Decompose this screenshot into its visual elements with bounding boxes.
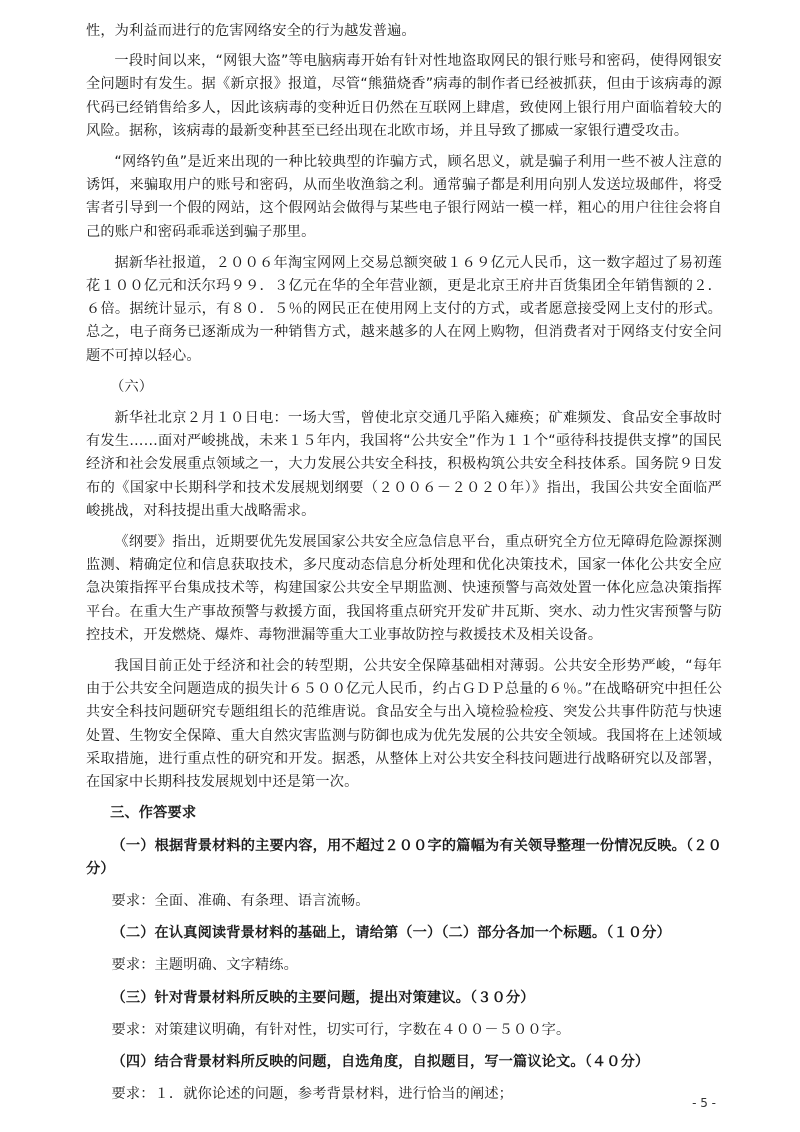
question-4-requirement: 要求：１．就你论述的问题，参考背景材料，进行恰当的阐述； bbox=[111, 1086, 513, 1103]
paragraph-outline-priorities: 《纲要》指出，近期要优先发展国家公共安全应急信息平台，重点研究全方位无障碍危险源探测监测、精确定位和信息获取技术，多尺度动态信息分析处理和优化决策技术，国家一体化公共安全应急决策指挥平台集成技术等，构建国家公共安全早期监测、快速预警与高效处置一体化应急决策指挥平台。在重大生产事故预警与救援方面，我国将重点研究开发矿井瓦斯、突水、动力性灾害预警与防控技术，开发燃烧、爆炸、毒物泄漏等重大工业事故防控与救援技术及相关设备。 bbox=[86, 534, 722, 643]
question-4-title: （四）结合背景材料所反映的问题，自选角度，自拟题目，写一篇议论文。（４０分） bbox=[111, 1053, 650, 1070]
paragraph-phishing: “网络钓鱼”是近来出现的一种比较典型的诈骗方式，顾名思义，就是骗子利用一些不被人注意的诱饵，来骗取用户的账号和密码，从而坐收渔翁之利。通常骗子都是利用向别人发送垃圾邮件，将受害者引导到一个假的网站，这个假网站会做得与某些电子银行网站一模一样，粗心的用户往往会将自己的账户和密码乖乖送到骗子那里。 bbox=[86, 154, 722, 240]
question-2-title: （二）在认真阅读背景材料的基础上，请给第（一）（二）部分各加一个标题。（１０分） bbox=[111, 925, 671, 942]
paragraph-transition-period: 我国目前正处于经济和社会的转型期，公共安全保障基础相对薄弱。公共安全形势严峻，“每年由于公共安全问题造成的损失计６５００亿元人民币，约占ＧＤＰ总量的６％。”在战略研究中担任公共安全科技问题研究专题组组长的范维唐说。食品安全与出入境检验检疫、突发公共事件防范与快速处置、生物安全保障、重大自然灾害监测与防御也成为优先发展的公共安全领域。我国将在上述领域采取措施，进行重点性的研究和开发。据悉，从整体上对公共安全科技问题进行战略研究以及部署，在国家中长期科技发展规划中还是第一次。 bbox=[86, 658, 722, 791]
question-3-requirement: 要求：对策建议明确，有针对性，切实可行，字数在４００－５００字。 bbox=[111, 1021, 571, 1038]
paragraph-online-banking-trojan: 一段时间以来，“网银大盗”等电脑病毒开始有针对性地盗取网民的银行账号和密码，使得网银安全问题时有发生。据《新京报》报道，尽管“熊猫烧香”病毒的制作者已经被抓获，但由于该病毒的源代码已经销售给多人，因此该病毒的变种近日仍然在互联网上肆虐，致使网上银行用户面临着较大的风险。据称，该病毒的最新变种甚至已经出现在北欧市场，并且导致了挪威一家银行遭受攻击。 bbox=[86, 53, 722, 139]
question-1-requirement: 要求：全面、准确、有条理、语言流畅。 bbox=[111, 892, 370, 909]
section-heading: 三、作答要求 bbox=[110, 805, 197, 822]
paragraph-public-safety-news: 新华社北京２月１０日电：一场大雪，曾使北京交通几乎陷入瘫痪；矿难频发、食品安全事故时有发生……面对严峻挑战，未来１５年内，我国将“公共安全”作为１１个“亟待科技提供支撑”的国民经济和社会发展重点领域之一，大力发展公共安全科技，积极构筑公共安全科技体系。国务院９日发布的《国家中长期科学和技术发展规划纲要（２００６－２０２０年）》指出，我国公共安全面临严峻挑战，对科技提出重大战略需求。 bbox=[86, 410, 722, 519]
paragraph-continuation: 性，为利益而进行的危害网络安全的行为越发普遍。 bbox=[86, 23, 416, 39]
question-3-title: （三）针对背景材料所反映的主要问题，提出对策建议。（３０分） bbox=[111, 989, 535, 1006]
section-label-six: （六） bbox=[110, 378, 154, 395]
document-page bbox=[86, 20, 722, 1115]
paragraph-taobao-stats: 据新华社报道，２００６年淘宝网网上交易总额突破１６９亿元人民币，这一数字超过了易初莲花１００亿元和沃尔玛９９．３亿元在华的全年营业额，更是北京王府井百货集团全年销售额的２．６倍。据统计显示，有８０．５％的网民正在使用网上支付的方式，或者愿意接受网上支付的形式。总之，电子商务已逐渐成为一种销售方式，越来越多的人在网上购物，但消费者对于网络支付安全问题不可掉以轻心。 bbox=[86, 254, 722, 364]
question-1-title: （一）根据背景材料的主要内容，用不超过２００字的篇幅为有关领导整理一份情况反映。（２０分） bbox=[86, 837, 722, 877]
question-2-requirement: 要求：主题明确、文字精练。 bbox=[111, 957, 298, 974]
page-number: - 5 - bbox=[692, 1096, 716, 1110]
